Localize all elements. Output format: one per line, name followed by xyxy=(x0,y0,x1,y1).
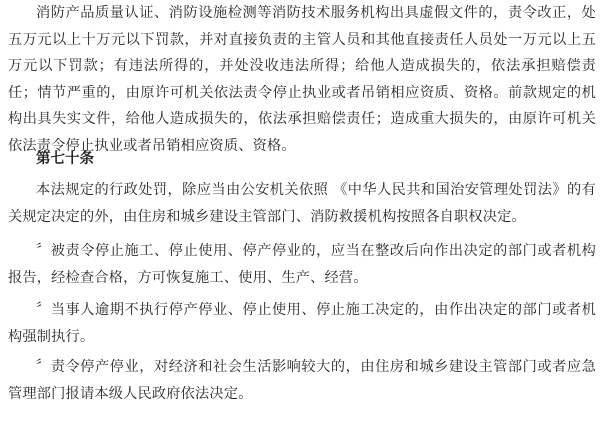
article-70-paragraph-2: 〞被责令停止施工、停止使用、停产停业的，应当在整改后向作出决定的部门或者机构报告，经检查合格，方可恢复施工、使用、生产、经营。 xyxy=(8,243,596,286)
article-69-body: 消防产品质量认证、消防设施检测等消防技术服务机构出具虚假文件的，责令改正，处五万元以上十万元以下罚款，并对直接负责的主管人员和其他直接责任人员处一万元以上五万元以下罚款；有违法所得的，并处没收违法所得；给他人造成损失的，依法承担赔偿责任；情节严重的，由原许可机关依法责令停止执业或者吊销相应资质、资格。前款规定的机构出具失实文件，给他人造成损失的，依法承担赔偿责任；造成重大损失的，由原许可机关依法责令停止执业或者吊销相应资质、资格。 xyxy=(8,5,596,154)
article-70-paragraph-3: 〞当事人逾期不执行停产停业、停止使用、停止施工决定的，由作出决定的部门或者机构强制执行。 xyxy=(8,302,596,345)
article-70-heading: 第七十条 xyxy=(36,151,94,167)
article-70-paragraph-1: 本法规定的行政处罚，除应当由公安机关依照 《中华人民共和国治安管理处罚法》的有关规定决定的外，由住房和城乡建设主管部门、消防救援机构按照各自职权决定。 xyxy=(8,182,596,225)
article-70-paragraph-4: 〞责令停产停业，对经济和社会生活影响较大的，由住房和城乡建设主管部门或者应急管理部门报请本级人民政府依法决定。 xyxy=(8,359,596,402)
